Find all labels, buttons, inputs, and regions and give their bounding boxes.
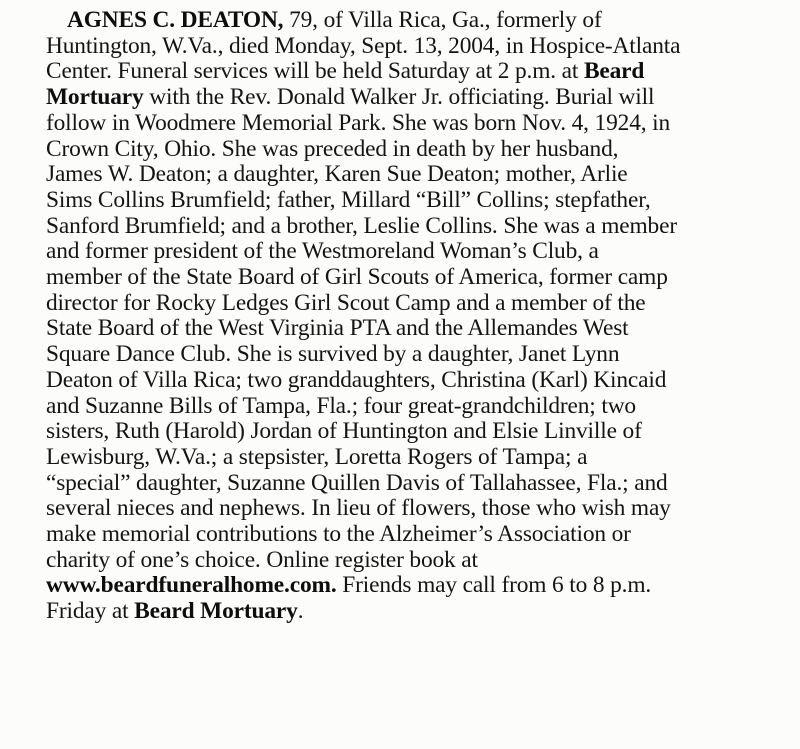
text-segment: Sims Collins Brumfield; father, Millard “Bill” Collins; stepfather, — [46, 186, 651, 213]
obituary-line — [46, 214, 786, 240]
obituary-line — [46, 394, 786, 420]
obituary-line — [46, 368, 786, 394]
obituary-line — [46, 573, 786, 599]
obituary-article — [46, 8, 786, 625]
bold-text-segment: Beard — [583, 58, 645, 85]
text-segment: director for Rocky Ledges Girl Scout Camp and a member of the — [46, 289, 646, 316]
obituary-line — [46, 291, 786, 317]
obituary-line — [46, 445, 786, 471]
text-segment: State Board of the West Virginia PTA and the Allemandes West — [46, 315, 629, 342]
text-segment: Crown City, Ohio. She was preceded in death by her husband, — [46, 135, 619, 162]
text-segment: follow in Woodmere Memorial Park. She was born Nov. 4, 1924, in — [46, 109, 671, 136]
obituary-line — [46, 188, 786, 214]
obituary-line — [46, 162, 786, 188]
text-segment: Lewisburg, W.Va.; a stepsister, Loretta Rogers of Tampa; a — [46, 443, 588, 470]
obituary-line — [46, 8, 786, 34]
obituary-line — [46, 85, 786, 111]
text-segment: make memorial contributions to the Alzheimer’s Association or — [46, 521, 631, 548]
text-segment: “special” daughter, Suzanne Quillen Davis of Tallahassee, Fla.; and — [46, 469, 668, 496]
obituary-line — [46, 265, 786, 291]
text-segment: Friends may call from 6 to 8 p.m. — [336, 572, 652, 599]
text-segment: . — [297, 598, 304, 625]
obituary-line — [46, 316, 786, 342]
text-segment: sisters, Ruth (Harold) Jordan of Huntington and Elsie Linville of — [46, 418, 642, 445]
obituary-line — [46, 111, 786, 137]
text-segment: Huntington, W.Va., died Monday, Sept. 13, 2004, in Hospice-Atlanta — [46, 32, 681, 59]
obituary-line — [46, 599, 786, 625]
obituary-line — [46, 342, 786, 368]
obituary-line — [46, 239, 786, 265]
text-segment: Center. Funeral services will be held Saturday at 2 p.m. at — [46, 58, 584, 85]
text-segment: and Suzanne Bills of Tampa, Fla.; four great-grandchildren; two — [46, 392, 636, 419]
text-segment: charity of one’s choice. Online register book at — [46, 546, 478, 573]
obituary-line — [46, 471, 786, 497]
text-segment: 79, of Villa Rica, Ga., formerly of — [283, 7, 602, 33]
text-segment: and former president of the Westmoreland Woman’s Club, a — [46, 238, 599, 265]
obituary-line — [46, 496, 786, 522]
text-segment: James W. Deaton; a daughter, Karen Sue Deaton; mother, Arlie — [46, 161, 628, 188]
text-segment: Square Dance Club. She is survived by a daughter, Janet Lynn — [46, 341, 620, 368]
text-segment: Friday at — [46, 598, 135, 625]
obituary-line — [46, 419, 786, 445]
text-segment: Sanford Brumfield; and a brother, Leslie Collins. She was a member — [46, 212, 677, 239]
obituary-line — [46, 522, 786, 548]
text-segment: member of the State Board of Girl Scouts of America, former camp — [46, 264, 668, 291]
text-segment: Deaton of Villa Rica; two granddaughters, Christina (Karl) Kincaid — [46, 366, 667, 393]
text-segment: several nieces and nephews. In lieu of flowers, those who wish may — [46, 495, 671, 522]
obituary-line — [46, 137, 786, 163]
bold-text-segment: Beard Mortuary — [134, 598, 298, 625]
obituary-line — [46, 548, 786, 574]
text-segment: with the Rev. Donald Walker Jr. officiating. Burial will — [143, 84, 655, 111]
bold-text-segment: AGNES C. DEATON, — [67, 7, 284, 33]
bold-text-segment: www.beardfuneralhome.com. — [46, 572, 337, 599]
obituary-line — [46, 34, 786, 60]
obituary-line — [46, 59, 786, 85]
bold-text-segment: Mortuary — [46, 84, 144, 111]
